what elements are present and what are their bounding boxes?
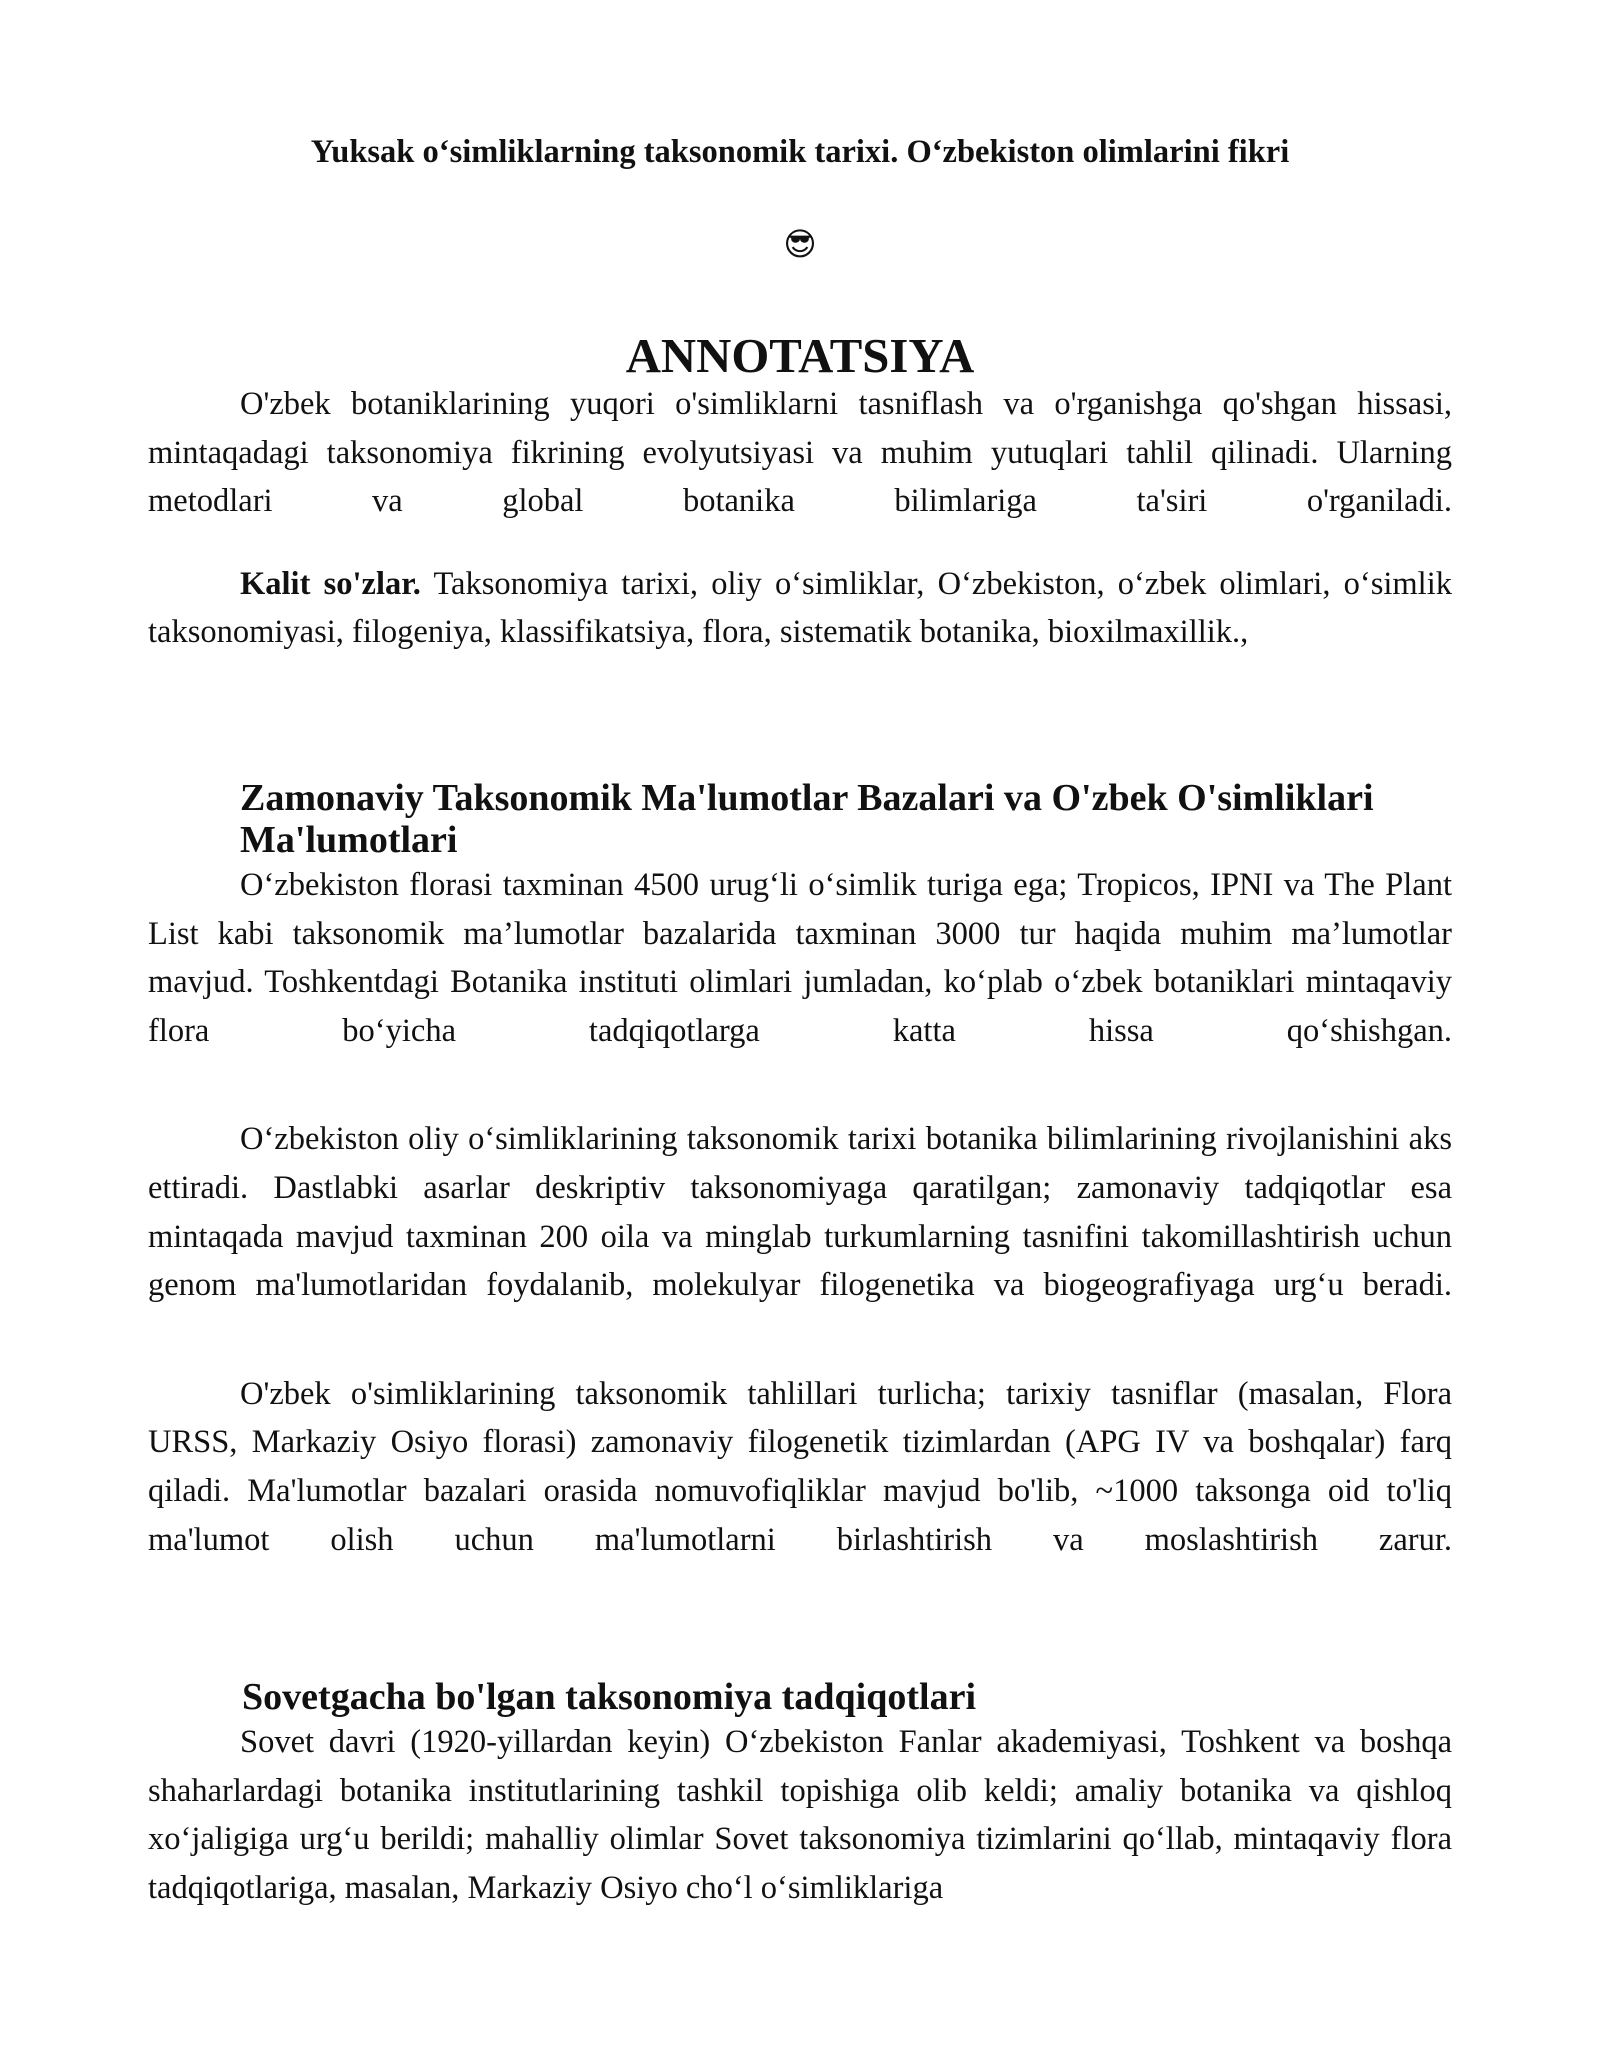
section-heading-pre-soviet: Sovetgacha bo'lgan taksonomiya tadqiqotlari: [242, 1676, 977, 1719]
section1-paragraph-3: O'zbek o'simliklarining taksonomik tahlillari turlicha; tarixiy tasniflar (masalan, Flora URSS, Markaziy Osiyo florasi) zamonaviy filogenetik tizimlardan (APG IV va boshqalar) farq qiladi. Ma'lumotlar bazalari orasida nomuvofiqliklar mavjud bo'lib, ~1000 taksonga oid to'liq ma'lumot olish uchun ma'lumotlarni birlashtirish va moslashtirish zarur.: [148, 1375, 1452, 1558]
sunglasses-emoji-icon: 😎: [783, 225, 817, 263]
section1-paragraph-2: O‘zbekiston oliy o‘simliklarining taksonomik tarixi botanika bilimlarining rivojlanishini aks ettiradi. Dastlabki asarlar deskriptiv taksonomiyaga qaratilgan; zamonaviy tadqiqotlar esa mintaqada mavjud taxminan 200 oila va minglab turkumlarning tasnifini takomillashtirish uchun genom ma'lumotlaridan foydalanib, molekulyar filogenetika va biogeografiyaga urg‘u beradi.: [148, 1121, 1452, 1304]
document-title: Yuksak o‘simliklarning taksonomik tarixi. O‘zbekiston olimlarini fikri: [310, 134, 1290, 170]
keywords-paragraph: [148, 560, 1452, 657]
section2-paragraph: Sovet davri (1920-yillardan keyin) O‘zbekiston Fanlar akademiyasi, Toshkent va boshqa shaharlardagi botanika institutlarining tashkil topishiga olib keldi; amaliy botanika va qishloq xo‘jaligiga urg‘u berildi; mahalliy olimlar Sovet taksonomiya tizimlarini qo‘llab, mintaqaviy flora tadqiqotlariga, masalan, Markaziy Osiyo cho‘l o‘simliklariga: [148, 1724, 1452, 1906]
keywords-label: Kalit so'zlar.: [240, 565, 421, 602]
section-heading-databases: Zamonaviy Taksonomik Ma'lumotlar Bazalari va O'zbek O'simliklari Ma'lumotlari: [240, 776, 1374, 861]
annotation-text: O'zbek botaniklarining yuqori o'simliklarni tasniflash va o'rganishga qo'shgan hissasi, mintaqadagi taksonomiya fikrining evolyutsiyasi va muhim yutuqlari tahlil qilinadi. Ularning metodlari va global botanika bilimlariga ta'siri o'rganiladi.: [148, 386, 1452, 520]
section1-paragraph-1: O‘zbekiston florasi taxminan 4500 urug‘li o‘simlik turiga ega; Tropicos, IPNI va The Plant List kabi taksonomik ma’lumotlar bazalarida taxminan 3000 tur haqida muhim ma’lumotlar mavjud. Toshkentdagi Botanika instituti olimlari jumladan, ko‘plab o‘zbek botaniklari mintaqaviy flora bo‘yicha tadqiqotlarga katta hissa qo‘shishgan.: [148, 866, 1452, 1049]
document-page: [148, 128, 1452, 1912]
keywords-text: Taksonomiya tarixi, oliy o‘simliklar, O‘zbekiston, o‘zbek olimlari, o‘simlik taksonomiyasi, filogeniya, klassifikatsiya, flora, sistematik botanika, bioxilmaxillik.,: [148, 565, 1452, 651]
annotation-heading: ANNOTATSIYA: [625, 329, 975, 383]
